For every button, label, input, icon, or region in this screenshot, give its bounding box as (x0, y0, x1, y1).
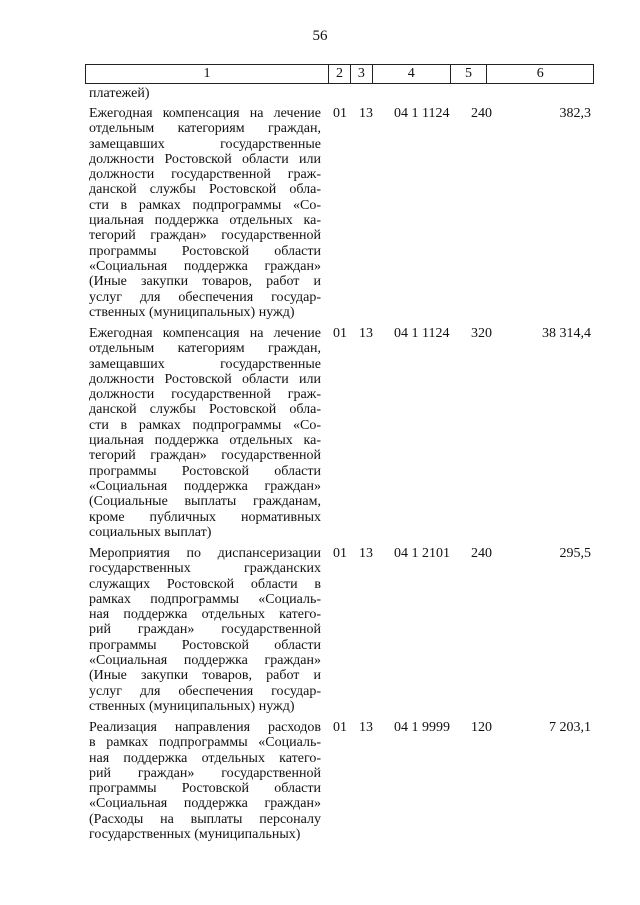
row-expense-type: 240 (471, 546, 492, 561)
description-line: рий граждан» государственной (89, 622, 321, 638)
table-header-row (85, 64, 594, 84)
row-expense-type: 120 (471, 720, 492, 735)
description-line: «Социальная поддержка граждан» (89, 258, 321, 274)
row-target-article: 04 1 1124 (394, 326, 450, 341)
description-line: рий граждан» государственной (89, 765, 321, 781)
description-line: ная поддержка отдельных катего- (89, 750, 321, 766)
description-line: Ежегодная компенсация на лечение (89, 106, 321, 121)
row-description (89, 720, 321, 842)
description-line: (Расходы на выплаты персоналу (89, 811, 321, 827)
header-col-4: 4 (373, 65, 451, 83)
page-number: 56 (312, 28, 328, 44)
row-target-article: 04 1 9999 (394, 720, 450, 735)
description-line: (Иные закупки товаров, работ и (89, 274, 321, 290)
description-line: циальная поддержка отдельных ка- (89, 433, 321, 449)
header-col-3: 3 (351, 65, 373, 83)
description-line: государственных (муниципальных) (89, 827, 301, 843)
row-target-article: 04 1 1124 (394, 106, 450, 121)
description-line: служащих Ростовской области в (89, 576, 321, 592)
row-subsection-code: 13 (359, 546, 373, 561)
description-line: циальная поддержка отдельных ка- (89, 213, 321, 229)
header-col-5: 5 (451, 65, 488, 83)
description-line: замещавших государственные (89, 356, 321, 372)
description-line: должности государственной граж- (89, 387, 321, 403)
description-line: программы Ростовской области (89, 463, 321, 479)
description-line: ная поддержка отдельных катего- (89, 607, 321, 623)
row-target-article: 04 1 2101 (394, 546, 450, 561)
header-col-1: 1 (86, 65, 329, 83)
description-line: должности Ростовской области или (89, 371, 321, 387)
header-col-6: 6 (536, 66, 544, 81)
description-line: рамках подпрограммы «Социаль- (89, 591, 321, 607)
row-amount: 7 203,1 (549, 720, 591, 735)
description-line: социальных выплат) (89, 524, 212, 540)
row-subsection-code: 13 (359, 720, 373, 735)
description-line: «Социальная поддержка граждан» (89, 478, 321, 494)
description-line: должности государственной граж- (89, 167, 321, 183)
row-expense-type: 240 (471, 106, 492, 121)
description-line: отдельным категориям граждан, (89, 341, 321, 357)
description-line: (Социальные выплаты гражданам, (89, 494, 321, 510)
row-section-code: 01 (333, 326, 347, 341)
description-line: данской службы Ростовской обла- (89, 402, 321, 418)
row-amount: 382,3 (559, 106, 591, 121)
row-subsection-code: 13 (359, 106, 373, 121)
description-line: услуг для обеспечения государ- (89, 683, 321, 699)
description-line: ственных (муниципальных) нужд) (89, 698, 295, 714)
row-description (89, 106, 321, 320)
description-line: кроме публичных нормативных (89, 509, 321, 525)
carryover-text: платежей) (89, 86, 150, 101)
description-line: программы Ростовской области (89, 781, 321, 797)
row-section-code: 01 (333, 546, 347, 561)
description-line: тегорий граждан» государственной (89, 228, 321, 244)
row-amount: 295,5 (559, 546, 591, 561)
description-line: данской службы Ростовской обла- (89, 182, 321, 198)
description-line: тегорий граждан» государственной (89, 448, 321, 464)
row-section-code: 01 (333, 720, 347, 735)
row-description (89, 546, 321, 714)
description-line: замещавших государственные (89, 136, 321, 152)
row-description (89, 326, 321, 540)
row-section-code: 01 (333, 106, 347, 121)
description-line: Мероприятия по диспансеризации (89, 546, 321, 561)
description-line: «Социальная поддержка граждан» (89, 796, 321, 812)
header-col-2: 2 (329, 65, 351, 83)
description-line: сти в рамках подпрограммы «Со- (89, 197, 321, 213)
description-line: государственных гражданских (89, 561, 321, 577)
description-line: Реализация направления расходов (89, 720, 321, 735)
description-line: услуг для обеспечения государ- (89, 289, 321, 305)
row-expense-type: 320 (471, 326, 492, 341)
description-line: «Социальная поддержка граждан» (89, 653, 321, 669)
description-line: (Иные закупки товаров, работ и (89, 668, 321, 684)
description-line: программы Ростовской области (89, 243, 321, 259)
row-subsection-code: 13 (359, 326, 373, 341)
description-line: должности Ростовской области или (89, 151, 321, 167)
description-line: в рамках подпрограммы «Социаль- (89, 735, 321, 751)
row-amount: 38 314,4 (542, 326, 591, 341)
description-line: отдельным категориям граждан, (89, 121, 321, 137)
description-line: программы Ростовской области (89, 637, 321, 653)
description-line: Ежегодная компенсация на лечение (89, 326, 321, 341)
description-line: ственных (муниципальных) нужд) (89, 304, 295, 320)
description-line: сти в рамках подпрограммы «Со- (89, 417, 321, 433)
